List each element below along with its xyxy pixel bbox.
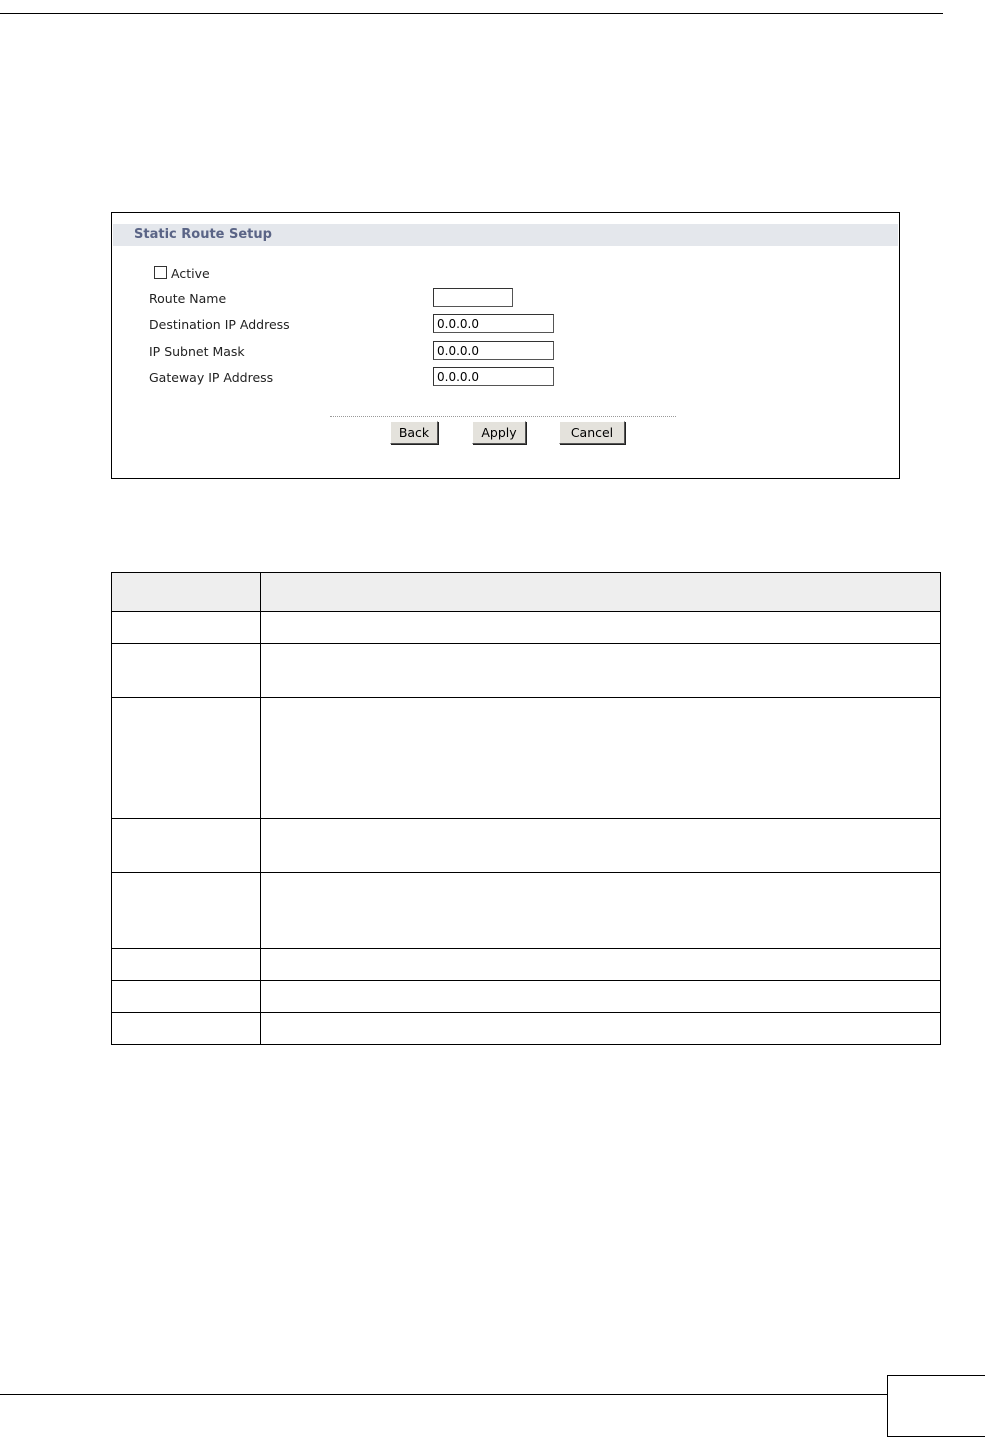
table-cell-label <box>112 819 261 873</box>
header-rule <box>0 13 943 14</box>
table-cell-label <box>112 612 261 644</box>
table-cell-description <box>261 698 941 819</box>
page-number-box <box>887 1375 985 1437</box>
table-cell-label <box>112 873 261 949</box>
destination-ip-label: Destination IP Address <box>149 317 290 332</box>
table-row <box>112 1013 941 1045</box>
cancel-button[interactable]: Cancel <box>559 421 625 444</box>
active-row <box>154 266 210 281</box>
destination-ip-input[interactable] <box>433 314 554 333</box>
button-divider <box>330 416 676 417</box>
route-name-input[interactable] <box>433 288 513 307</box>
table-cell-description <box>261 612 941 644</box>
table-cell-description <box>261 1013 941 1045</box>
table-cell-description <box>261 981 941 1013</box>
table-row <box>112 644 941 698</box>
panel-title: Static Route Setup <box>134 227 272 242</box>
table-header-label <box>112 573 261 612</box>
table-cell-description <box>261 644 941 698</box>
gateway-ip-label: Gateway IP Address <box>149 370 274 385</box>
subnet-mask-label: IP Subnet Mask <box>149 344 245 359</box>
table-cell-label <box>112 949 261 981</box>
table-header-row <box>112 573 941 612</box>
table-cell-label <box>112 698 261 819</box>
table-header-description <box>261 573 941 612</box>
apply-button[interactable]: Apply <box>472 421 526 444</box>
route-name-label: Route Name <box>149 291 227 306</box>
table-cell-description <box>261 819 941 873</box>
table-cell-description <box>261 949 941 981</box>
static-route-setup-panel <box>111 212 900 479</box>
back-button[interactable]: Back <box>390 421 438 444</box>
table-row <box>112 612 941 644</box>
table-row <box>112 698 941 819</box>
table-row <box>112 873 941 949</box>
gateway-ip-input[interactable] <box>433 367 554 386</box>
active-label: Active <box>171 266 210 281</box>
table-row <box>112 819 941 873</box>
subnet-mask-input[interactable] <box>433 341 554 360</box>
footer-rule <box>0 1394 887 1395</box>
panel-title-bar <box>113 224 898 246</box>
table-cell-label <box>112 1013 261 1045</box>
active-checkbox[interactable] <box>154 266 167 279</box>
table-cell-description <box>261 873 941 949</box>
table-cell-label <box>112 644 261 698</box>
table-row <box>112 981 941 1013</box>
table-row <box>112 949 941 981</box>
description-table <box>111 572 941 1045</box>
table-cell-label <box>112 981 261 1013</box>
